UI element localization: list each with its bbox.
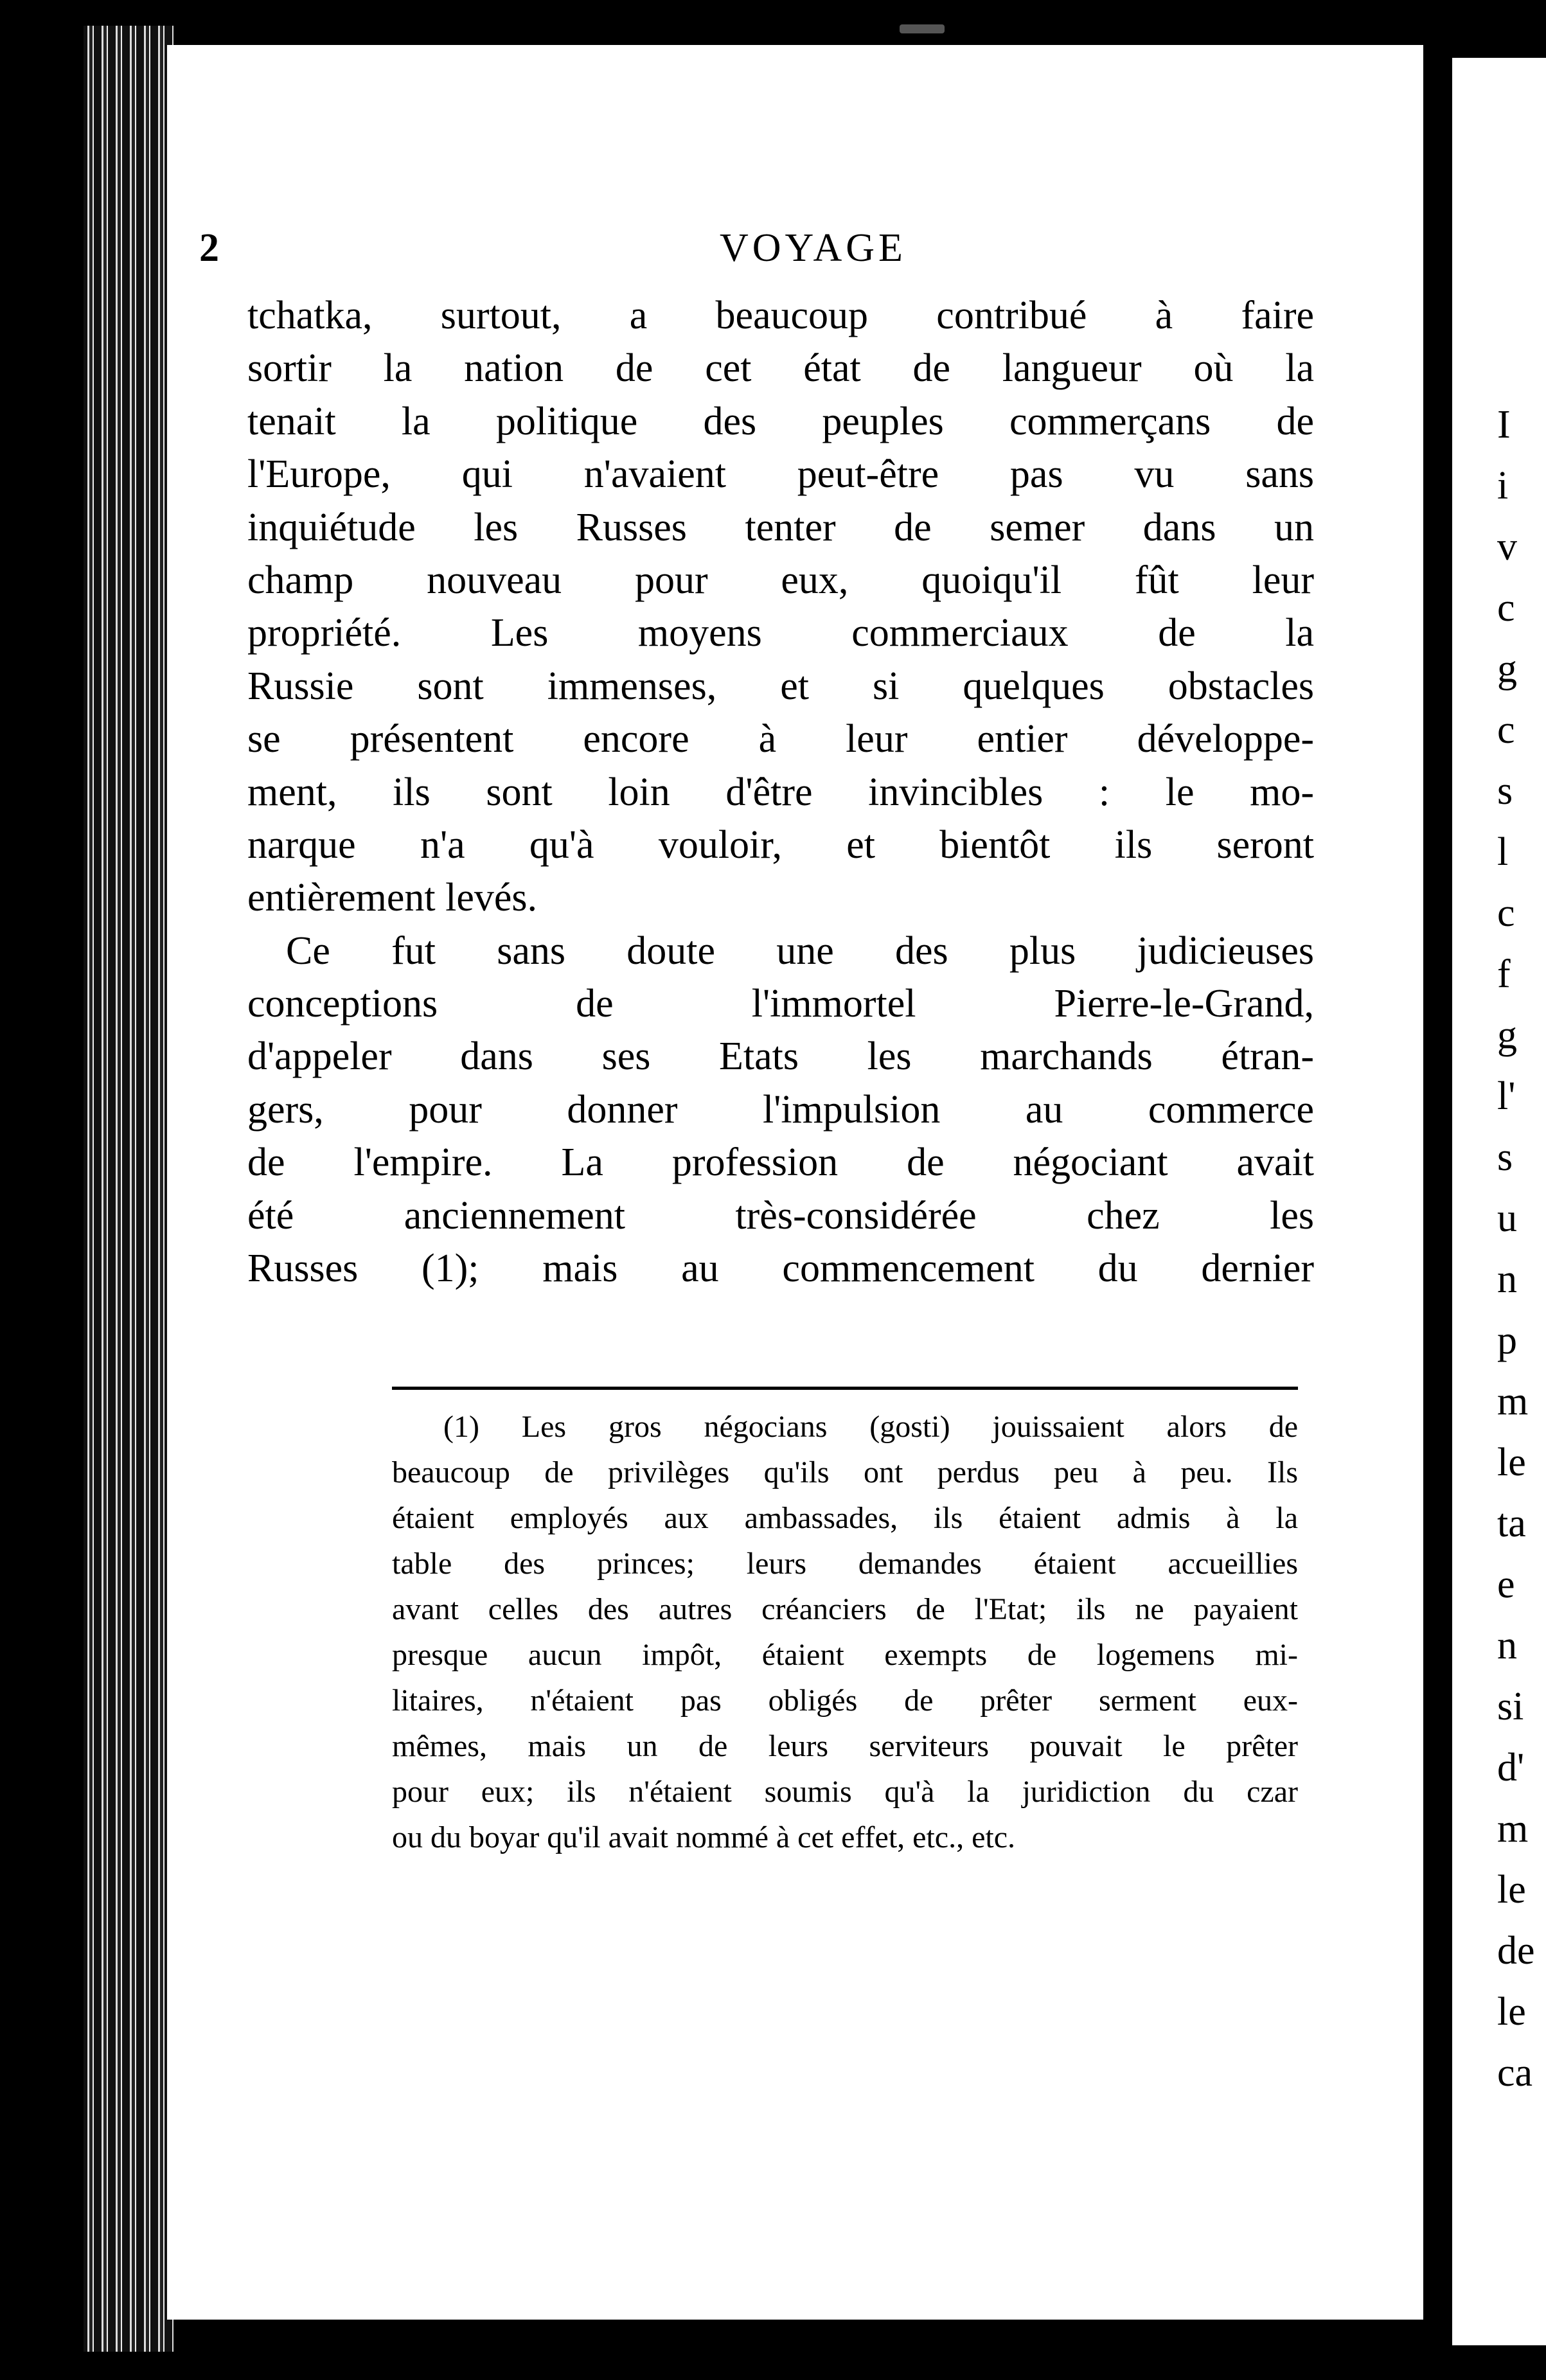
book-binding-gutter <box>84 26 173 2352</box>
running-head: VOYAGE <box>720 226 907 270</box>
facing-page-fragment: le <box>1497 1441 1526 1484</box>
facing-page-fragment: l <box>1497 830 1509 874</box>
facing-page-fragment: v <box>1497 525 1517 569</box>
facing-page-fragment: l' <box>1497 1074 1516 1118</box>
facing-page-fragment: n <box>1497 1257 1517 1301</box>
body-line: tenait la politique des peuples commerçans de <box>247 399 1314 443</box>
body-line: champ nouveau pour eux, quoiqu'il fût leur <box>247 558 1314 602</box>
facing-page-fragment: ca <box>1497 2051 1533 2095</box>
body-line: Ce fut sans doute une des plus judicieuses <box>286 928 1314 973</box>
facing-page-fragment: f <box>1497 952 1511 996</box>
body-line: se présentent encore à leur entier développe- <box>247 717 1314 761</box>
body-line: sortir la nation de cet état de langueur où la <box>247 346 1314 391</box>
facing-page-fragment: u <box>1497 1196 1517 1240</box>
body-line: propriété. Les moyens commerciaux de la <box>247 611 1314 655</box>
page-number: 2 <box>199 226 219 270</box>
footnote-line: ou du boyar qu'il avait nommé à cet effet, etc., etc. <box>392 1820 1016 1854</box>
footnote-line: litaires, n'étaient pas obligés de prêter serment eux- <box>392 1683 1298 1718</box>
body-line: entièrement levés. <box>247 876 538 920</box>
facing-page-fragment: m <box>1497 1807 1529 1851</box>
facing-page-fragment: c <box>1497 708 1515 752</box>
facing-page-fragment: c <box>1497 891 1515 935</box>
body-line: été anciennement très-considérée chez les <box>247 1193 1314 1238</box>
facing-page-fragment: g <box>1497 647 1517 691</box>
body-line: d'appeler dans ses Etats les marchands étran- <box>247 1035 1314 1079</box>
facing-page-fragment: si <box>1497 1685 1524 1728</box>
body-line: ment, ils sont loin d'être invincibles : le mo- <box>247 770 1314 814</box>
facing-page-fragment: de <box>1497 1929 1535 1973</box>
footnote-line: table des princes; leurs demandes étaient accueillies <box>392 1547 1298 1581</box>
body-line: inquiétude les Russes tenter de semer dans un <box>247 505 1314 549</box>
facing-page-fragment: g <box>1497 1013 1517 1057</box>
facing-page-fragment: d' <box>1497 1746 1525 1789</box>
facing-page-fragment: p <box>1497 1319 1517 1362</box>
footnote-line: étaient employés aux ambassades, ils étaient admis à la <box>392 1501 1298 1535</box>
facing-page-fragment: i <box>1497 464 1509 508</box>
footnote-line: avant celles des autres créanciers de l'Etat; ils ne payaient <box>392 1592 1298 1626</box>
facing-page-fragment: e <box>1497 1563 1515 1606</box>
footnote <box>392 1404 1298 1860</box>
body-line: Russie sont immenses, et si quelques obstacles <box>247 664 1314 708</box>
facing-page-fragment: c <box>1497 586 1515 630</box>
footnote-line: mêmes, mais un de leurs serviteurs pouvait le prêter <box>392 1729 1298 1763</box>
body-line: de l'empire. La profession de négociant avait <box>247 1141 1314 1185</box>
facing-page-edge <box>1452 58 1546 2345</box>
facing-page-fragment: n <box>1497 1624 1517 1667</box>
body-line: l'Europe, qui n'avaient peut-être pas vu sans <box>247 452 1314 497</box>
body-text <box>247 289 1314 1295</box>
body-line: conceptions de l'immortel Pierre-le-Grand, <box>247 982 1314 1026</box>
body-line: Russes (1); mais au commencement du dernier <box>247 1247 1314 1291</box>
facing-page-fragment: le <box>1497 1868 1526 1912</box>
body-line: tchatka, surtout, a beaucoup contribué à faire <box>247 294 1314 337</box>
footnote-rule <box>392 1387 1298 1390</box>
footnote-line: pour eux; ils n'étaient soumis qu'à la juridiction du czar <box>392 1775 1298 1809</box>
facing-page-fragment: le <box>1497 1990 1526 2034</box>
facing-page-fragment: m <box>1497 1380 1529 1423</box>
footnote-line: (1) Les gros négocians (gosti) jouissaient alors de <box>443 1410 1298 1444</box>
body-line: gers, pour donner l'impulsion au commerce <box>247 1087 1314 1132</box>
facing-page-fragment: I <box>1497 403 1511 447</box>
footnote-line: beaucoup de privilèges qu'ils ont perdus peu à peu. Ils <box>392 1455 1298 1489</box>
facing-page-fragment: s <box>1497 1135 1513 1179</box>
facing-page-fragment: s <box>1497 769 1513 813</box>
facing-page-fragment: ta <box>1497 1502 1526 1545</box>
scan-artifact <box>900 24 945 33</box>
footnote-line: presque aucun impôt, étaient exempts de logemens mi- <box>392 1638 1298 1672</box>
body-line: narque n'a qu'à vouloir, et bientôt ils seront <box>247 822 1314 867</box>
